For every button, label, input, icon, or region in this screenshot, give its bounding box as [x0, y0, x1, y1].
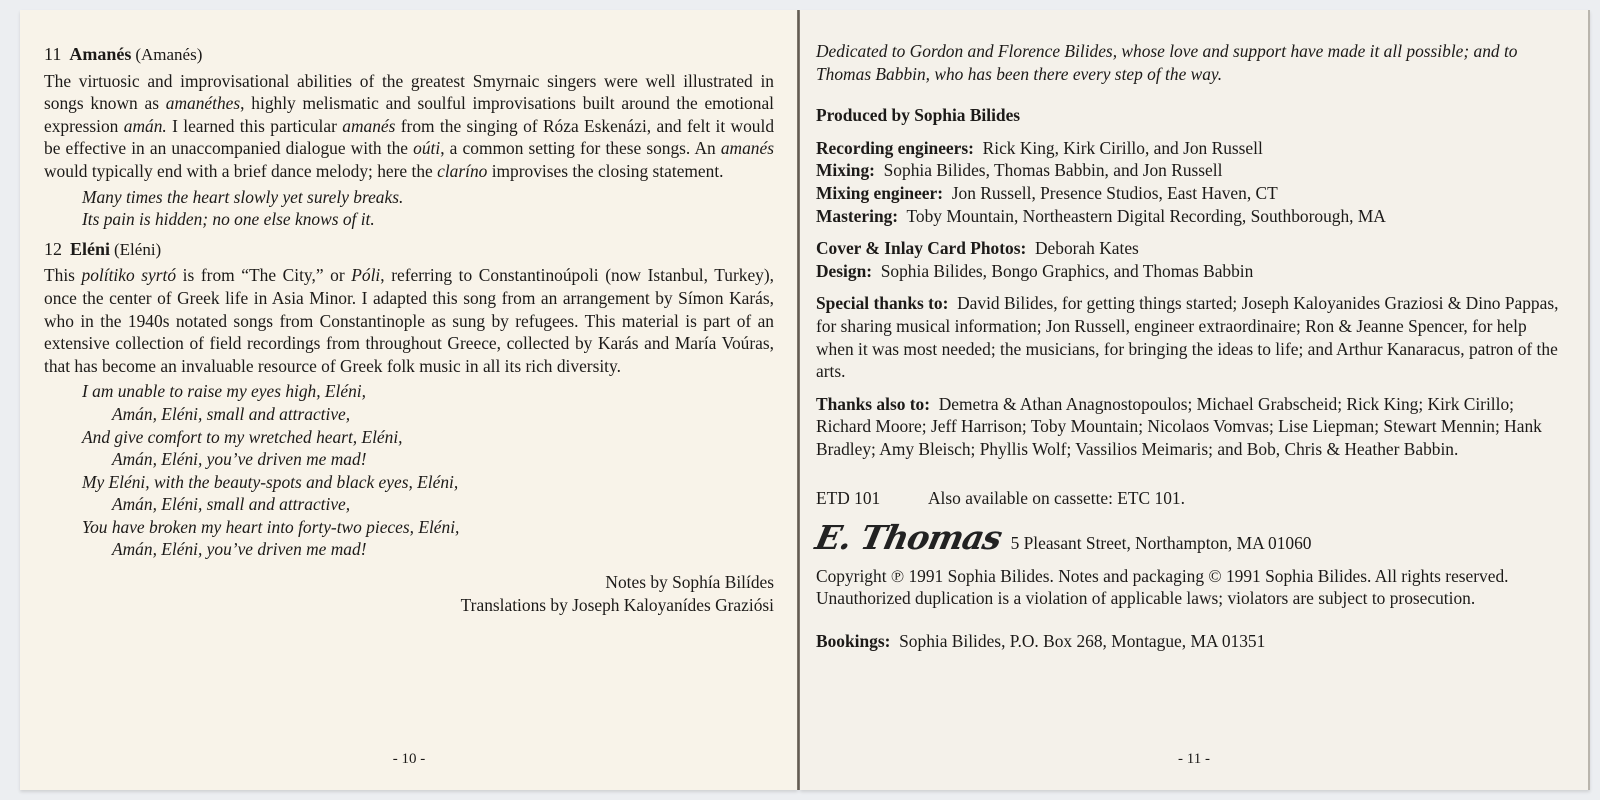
- credit-role: Recording engineers:: [816, 137, 974, 158]
- text-run: would typically end with a brief dance melody; here the: [44, 160, 438, 181]
- booklet-page-11: [800, 10, 1590, 790]
- track-11-verse: [82, 186, 774, 231]
- track-12-notes: [44, 264, 774, 377]
- special-thanks-label: Special thanks to: [816, 293, 943, 314]
- track-11-notes: [44, 70, 774, 183]
- verse-line: Its pain is hidden; no one else knows of it.: [82, 209, 375, 230]
- track-number: 12: [44, 238, 62, 259]
- verse-line: I am unable to raise my eyes high, Eléni,: [82, 381, 366, 402]
- text-run: improvises the closing statement.: [487, 160, 724, 181]
- bookings-text: Sophia Bilides, P.O. Box 268, Montague, MA 01351: [899, 630, 1266, 651]
- credit-role: Cover & Inlay Card Photos:: [816, 238, 1027, 259]
- credit-role: Mastering:: [816, 205, 899, 226]
- label-address: 5 Pleasant Street, Northampton, MA 01060: [1010, 533, 1312, 554]
- track-title: Amanés: [69, 44, 132, 64]
- bookings: Bookings: Sophia Bilides, P.O. Box 268, Montague, MA 01351: [816, 630, 1266, 651]
- text-run: , a common setting for these songs. An: [440, 138, 721, 159]
- verse-line: Amán, Eléni, small and attractive,: [112, 494, 351, 515]
- notes-credits: [44, 571, 774, 616]
- credit-line: [816, 159, 1564, 182]
- credit-names: Toby Mountain, Northeastern Digital Recording, Southborough, MA: [898, 205, 1386, 226]
- credit-role: Mixing engineer:: [816, 182, 944, 203]
- track-original-title: (Eléni): [114, 239, 162, 259]
- text-run: , referring to Constantinoúpoli (now Istanbul, Turkey), once the center of Greek life in Asia Minor. I adapted this song from an arrangement by Símon Karás, who in the 1940s notated songs from Constantinople as sung by refugees. This material is part of an extensive collection of field recordings from throughout Greece, collected by Karás and María Voúras, that has become an invaluable resource of Greek folk music in all its rich diversity.: [44, 265, 774, 376]
- text-run: , highly melismatic and soulful improvisations built around the emotional expression: [44, 93, 774, 136]
- credit-line: [816, 137, 1564, 160]
- thanks-also-label: Thanks also to: [816, 393, 925, 414]
- verse-line: And give comfort to my wretched heart, Eléni,: [82, 426, 403, 447]
- copyright-notice: Copyright ℗ 1991 Sophia Bilides. Notes and packaging © 1991 Sophia Bilides. All rights reserved. Unauthorized duplication is a violation of applicable laws; violators are subject to prosecution.: [816, 565, 1509, 609]
- cassette-note: Also available on cassette: ETC 101.: [928, 487, 1185, 508]
- credit-names: Jon Russell, Presence Studios, East Haven, CT: [943, 182, 1278, 203]
- track-number: 11: [44, 44, 62, 64]
- translations-by: Translations by Joseph Kaloyanídes Graziósi: [460, 594, 774, 615]
- text-run: This: [44, 265, 82, 286]
- design-credits: [816, 237, 1564, 282]
- page-10-content: [44, 43, 774, 616]
- engineering-credits: [816, 137, 1564, 227]
- verse-line: Amán, Eléni, you’ve driven me mad!: [112, 449, 367, 470]
- track-original-title: (Amanés): [135, 45, 203, 64]
- thanks-also-text: Demetra & Athan Anagnostopoulos; Michael Grabscheid; Rick King; Kirk Cirillo; Richard Moore; Jeff Harrison; Toby Mountain; Nicolaos Vomvas; Lise Liepman; Stewart Mennin; Hank Bradley; Amy Bleisch; Phyllis Wolf; Vassilios Meimaris; and Bob, Chris & Heather Babbin.: [816, 393, 1542, 459]
- booklet-page-10: [20, 10, 798, 790]
- credit-line: [816, 237, 1564, 260]
- credit-line: [816, 182, 1564, 205]
- credit-names: Sophia Bilides, Thomas Babbin, and Jon Russell: [874, 160, 1223, 181]
- italic-term: amanéthes: [165, 93, 241, 114]
- verse-line: My Eléni, with the beauty-spots and black eyes, Eléni,: [82, 471, 459, 492]
- verse-line: Amán, Eléni, you’ve driven me mad!: [112, 539, 367, 560]
- record-label: [812, 518, 1564, 558]
- italic-term: claríno: [437, 160, 488, 181]
- italic-term: amanés: [342, 115, 396, 136]
- verse-line: Many times the heart slowly yet surely breaks.: [82, 186, 404, 207]
- italic-term: polítiko syrtó: [81, 265, 177, 286]
- track-title: Eléni: [70, 238, 111, 259]
- verse-line: Amán, Eléni, small and attractive,: [112, 403, 351, 424]
- page-number: - 10 -: [392, 751, 426, 767]
- credit-names: Rick King, Kirk Cirillo, and Jon Russell: [973, 137, 1263, 158]
- credit-line: [816, 205, 1564, 228]
- track-12-verse: [82, 380, 774, 561]
- text-run: The virtuosic and improvisational abilities of the greatest Smyrnaic singers were well illustrated in songs known as: [44, 70, 774, 114]
- page-number: - 11 -: [1178, 751, 1210, 767]
- e-thomas-logo: E. Thomas: [812, 518, 1005, 558]
- verse-line: You have broken my heart into forty-two pieces, Eléni,: [82, 516, 460, 537]
- track-11-heading: [44, 43, 774, 67]
- bookings-label: Bookings: [816, 630, 885, 651]
- special-thanks: Special thanks to: David Bilides, for getting things started; Joseph Kaloyanides Graziosi & Dino Pappas, for sharing musical information; Jon Russell, engineer extraordinaire; Ron & Jeanne Spencer, for help when it was most needed; the musicians, for bringing the ideas to life; and Arthur Kanaracus, patron of the arts.: [816, 293, 1559, 382]
- text-run: from the singing of Róza Eskenázi, and felt it would be effective in an unaccompanied dialogue with the: [44, 115, 775, 159]
- italic-term: Póli: [351, 265, 381, 286]
- credit-line: [816, 260, 1564, 283]
- special-thanks-text: David Bilides, for getting things started; Joseph Kaloyanides Graziosi & Dino Pappas, for sharing musical information; Jon Russell, engineer extraordinaire; Ron & Jeanne Spencer, for help when it was most needed; the musicians, for bringing the ideas to life; and Arthur Kanaracus, patron of the arts.: [816, 293, 1559, 382]
- produced-by: Produced by Sophia Bilides: [816, 105, 1021, 126]
- text-run: is from “The City,” or: [176, 265, 352, 286]
- catalog-info: [816, 487, 1564, 510]
- notes-by: Notes by Sophía Bilídes: [605, 572, 774, 593]
- credit-names: Sophia Bilides, Bongo Graphics, and Thomas Babbin: [872, 260, 1254, 281]
- italic-term: amán.: [123, 115, 167, 136]
- italic-term: amanés: [720, 138, 774, 159]
- credit-role: Mixing:: [816, 160, 875, 181]
- credit-names: Deborah Kates: [1026, 238, 1139, 259]
- catalog-number: ETD 101: [816, 487, 881, 508]
- thanks-also: Thanks also to: Demetra & Athan Anagnostopoulos; Michael Grabscheid; Rick King; Kirk Cirillo; Richard Moore; Jeff Harrison; Toby Mountain; Nicolaos Vomvas; Lise Liepman; Stewart Mennin; Hank Bradley; Amy Bleisch; Phyllis Wolf; Vassilios Meimaris; and Bob, Chris & Heather Babbin.: [816, 393, 1542, 459]
- text-run: I learned this particular: [166, 115, 343, 136]
- italic-term: oúti: [413, 138, 441, 159]
- page-11-content: [812, 40, 1564, 652]
- track-12-heading: [44, 238, 774, 262]
- credit-role: Design:: [816, 260, 873, 281]
- dedication: Dedicated to Gordon and Florence Bilides, whose love and support have made it all possible; and to Thomas Babbin, who has been there every step of the way.: [816, 41, 1518, 84]
